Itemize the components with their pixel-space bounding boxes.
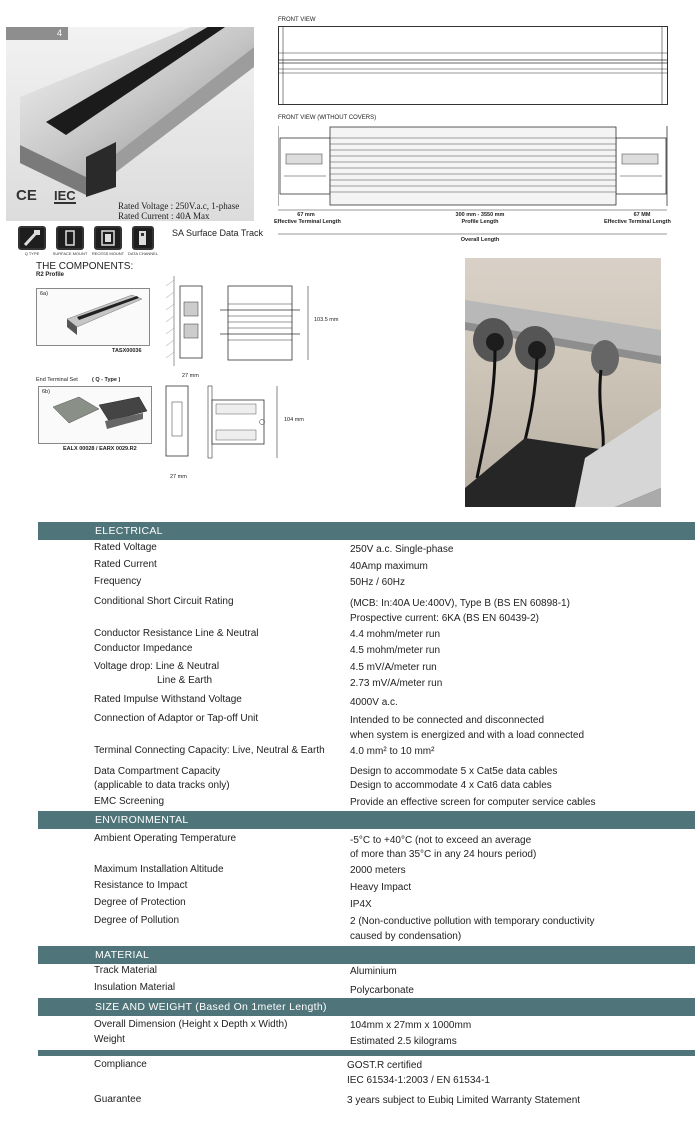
spec-value: Polycarbonate: [350, 985, 414, 996]
spec-value: IP4X: [350, 899, 372, 910]
profile-section-drawing: [166, 276, 216, 368]
section-heading-environmental: ENVIRONMENTAL: [38, 811, 695, 829]
spec-label: Rated Voltage: [94, 542, 157, 553]
icon-label: RECESS MOUNT: [91, 251, 125, 256]
data-channel-icon: [132, 226, 154, 250]
dim-right-label: Effective Terminal Length: [604, 219, 671, 225]
spec-label: EMC Screening: [94, 796, 165, 807]
spec-label: Track Material: [94, 965, 157, 976]
front-view-no-covers-label: FRONT VIEW (WITHOUT COVERS): [278, 115, 377, 121]
overall-length-label: Overall Length: [460, 237, 500, 243]
spec-label: Conductor Impedance: [94, 643, 193, 654]
dim-103: 103.5 mm: [314, 317, 339, 323]
page-badge: 4: [6, 27, 68, 40]
component-6a-photo: [36, 288, 150, 346]
spec-label: Data Compartment Capacity: [94, 766, 221, 777]
end-terminal-label: End Terminal Set: [36, 377, 78, 383]
spec-label: Overall Dimension (Height x Depth x Width): [94, 1019, 288, 1030]
section-heading-material: MATERIAL: [38, 946, 695, 964]
spec-value-line2: Prospective current: 6KA (BS EN 60439-2): [350, 613, 539, 624]
spec-label: Conditional Short Circuit Rating: [94, 596, 234, 607]
item-6b-label: 6b): [42, 389, 50, 395]
spec-value: Aluminium: [350, 966, 397, 977]
spec-label: Connection of Adaptor or Tap-off Unit: [94, 713, 259, 724]
spec-value: 2000 meters: [350, 865, 406, 876]
spec-value: 104mm x 27mm x 1000mm: [350, 1020, 472, 1031]
spec-label: Maximum Installation Altitude: [94, 864, 224, 875]
dim-left-label: Effective Terminal Length: [274, 219, 341, 225]
section-divider: [38, 1050, 695, 1056]
spec-label: Resistance to Impact: [94, 880, 188, 891]
spec-label: Weight: [94, 1034, 125, 1045]
profile-front-drawing: [220, 284, 306, 364]
components-title: THE COMPONENTS:: [36, 261, 134, 272]
dim-mid-label: Profile Length: [461, 219, 499, 225]
spec-value: 4.5 mV/A/meter run: [350, 662, 437, 673]
dim-27-b: 27 mm: [170, 474, 187, 480]
spec-value: 4000V a.c.: [350, 697, 398, 708]
dim-27-a: 27 mm: [182, 373, 199, 379]
spec-label: Rated Impulse Withstand Voltage: [94, 694, 242, 705]
spec-value: 50Hz / 60Hz: [350, 577, 406, 588]
spec-label: Rated Current: [94, 559, 157, 570]
installation-photo: [465, 258, 661, 507]
spec-value: 2 (Non-conductive pollution with temporary conductivity: [350, 916, 595, 927]
r2-profile-label: R2 Profile: [36, 272, 65, 278]
spec-value-line2: Design to accommodate 4 x Cat6 data cables: [350, 780, 552, 791]
height-dimension-line: [304, 284, 312, 364]
spec-value-line2: caused by condensation): [350, 931, 462, 942]
product-name: SA Surface Data Track: [172, 228, 264, 238]
product-photo: [6, 27, 254, 221]
ce-mark: CE: [16, 187, 37, 204]
dim-mid-value: 300 mm - 3550 mm: [455, 212, 505, 218]
spec-label: Insulation Material: [94, 982, 176, 993]
spec-value: 4.4 mohm/meter run: [350, 629, 441, 640]
spec-value: 4.5 mohm/meter run: [350, 645, 441, 656]
spec-value: GOST.R certified: [347, 1060, 423, 1071]
spec-label: Guarantee: [94, 1094, 142, 1105]
recess-mount-icon: [94, 226, 122, 250]
spec-label: Terminal Connecting Capacity: Live, Neutral & Earth: [94, 745, 325, 756]
spec-value: 250V a.c. Single-phase: [350, 544, 454, 555]
spec-value: Design to accommodate 5 x Cat5e data cables: [350, 766, 558, 777]
spec-label: Voltage drop: Line & Neutral: [94, 661, 220, 672]
spec-value-line2: when system is energized and with a load connected: [350, 730, 585, 741]
dim-left-value: 67 mm: [297, 212, 315, 218]
spec-value: Provide an effective screen for computer service cables: [350, 797, 596, 808]
end-terminal-type: ( Q - Type ): [92, 377, 121, 383]
component-6b-photo: [38, 386, 152, 444]
icon-label: Q TYPE: [24, 251, 40, 256]
code-6b: EALX 00028 / EARX 0029.R2: [63, 446, 137, 452]
spec-value: Estimated 2.5 kilograms: [350, 1036, 457, 1047]
spec-label: Compliance: [94, 1059, 147, 1070]
section-heading-size-weight: SIZE AND WEIGHT (Based On 1meter Length): [38, 998, 695, 1016]
spec-label: Conductor Resistance Line & Neutral: [94, 628, 259, 639]
spec-label: Degree of Protection: [94, 897, 186, 908]
front-view-no-covers-drawing: [278, 124, 668, 208]
end-terminal-front-drawing: [204, 384, 276, 460]
track-rendering: [6, 27, 254, 221]
front-view-drawing: [278, 26, 668, 106]
end-height-dimension-line: [272, 384, 282, 460]
spec-value: (MCB: In:40A Ue:400V), Type B (BS EN 60898-1): [350, 598, 570, 609]
spec-label-line2: (applicable to data tracks only): [94, 780, 230, 791]
spec-value-line2: 2.73 mV/A/meter run: [350, 678, 443, 689]
dim-104: 104 mm: [284, 417, 304, 423]
icon-label: SURFACE MOUNT: [52, 251, 88, 256]
dim-right-value: 67 MM: [633, 212, 651, 218]
spec-value-line2: IEC 61534-1:2003 / EN 61534-1: [347, 1075, 490, 1086]
spec-value: Heavy Impact: [350, 882, 412, 893]
spec-label: Ambient Operating Temperature: [94, 833, 237, 844]
section-heading-electrical: ELECTRICAL: [38, 522, 695, 540]
surface-mount-icon: [56, 226, 84, 250]
spec-value: -5°C to +40°C (not to exceed an average: [350, 835, 532, 846]
spec-value: 40Amp maximum: [350, 561, 428, 572]
icon-label: DATA CHANNEL: [127, 251, 159, 256]
iec-mark: IEC: [54, 188, 76, 203]
spec-label-line2: Line & Earth: [157, 675, 213, 686]
front-view-label: FRONT VIEW: [278, 17, 316, 23]
rated-voltage-text: Rated Voltage : 250V.a.c, 1-phase: [118, 201, 240, 211]
end-terminal-side-drawing: [164, 384, 192, 460]
spec-value: Intended to be connected and disconnected: [350, 715, 545, 726]
spec-label: Degree of Pollution: [94, 915, 180, 926]
rated-current-text: Rated Current : 40A Max: [118, 211, 210, 221]
cable-icon: [18, 226, 46, 250]
spec-value-line2: of more than 35°C in any 24 hours period): [350, 849, 537, 860]
code-6a: TASX00036: [112, 348, 142, 354]
spec-value: 3 years subject to Eubiq Limited Warranty Statement: [347, 1095, 581, 1106]
item-6a-label: 6a): [40, 291, 48, 297]
spec-label: Frequency: [94, 576, 142, 587]
spec-value: 4.0 mm² to 10 mm²: [350, 746, 435, 757]
